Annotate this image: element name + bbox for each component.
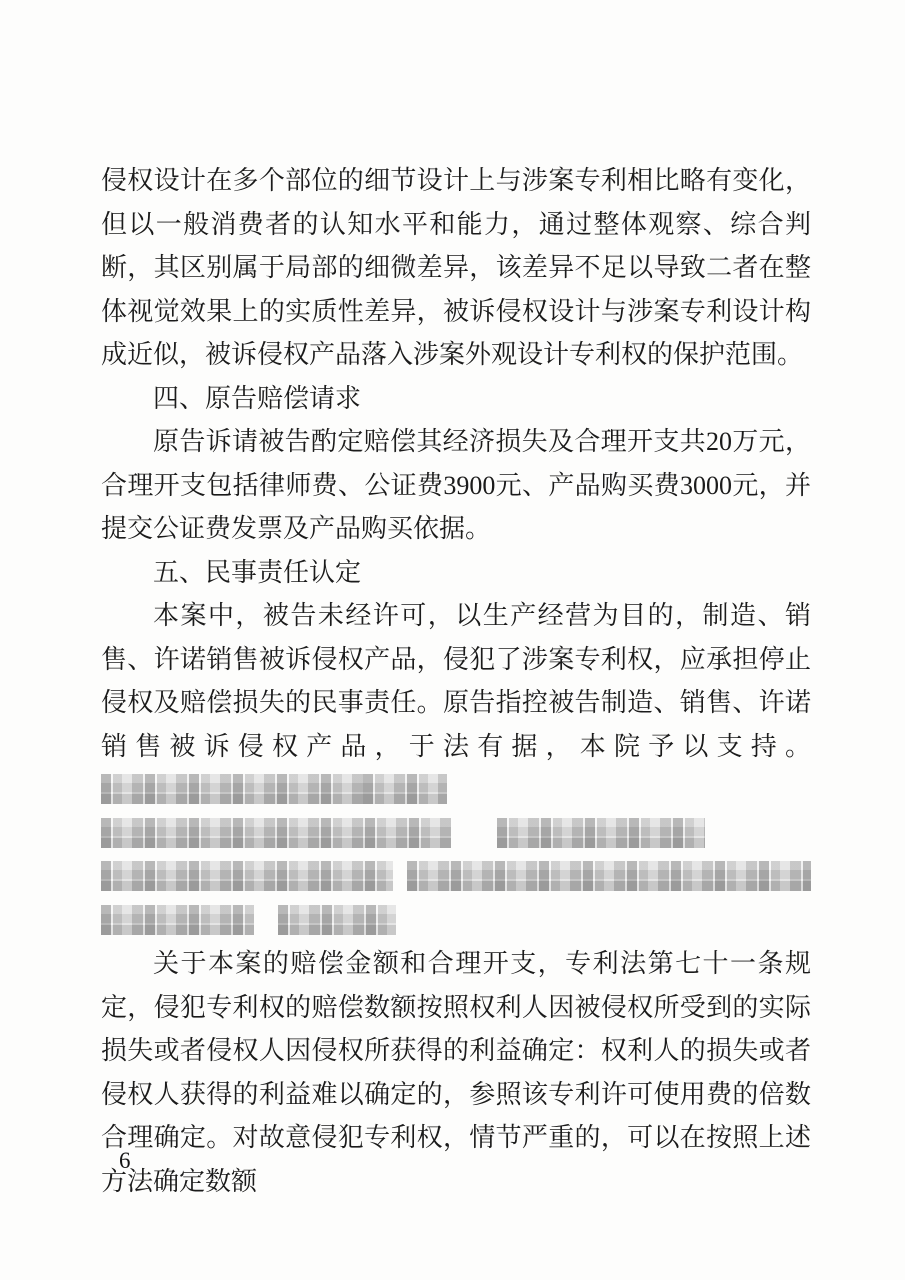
redaction-segment	[497, 818, 705, 848]
redaction-segment	[101, 818, 451, 848]
redaction-segment	[101, 861, 393, 891]
redaction-segment	[101, 905, 254, 935]
page-number: 6	[119, 1148, 131, 1173]
document-body	[101, 159, 811, 1203]
paragraph-civil-liability	[101, 594, 811, 942]
redaction-segment	[101, 774, 363, 804]
paragraph-compensation-legal-basis: 关于本案的赔偿金额和合理开支，专利法第七十一条规定，侵犯专利权的赔偿数额按照权利人因被侵权所受到的实际损失或者侵权人因侵权所获得的利益确定：权利人的损失或者侵权人获得的利益难以确定的，参照该专利许可使用费的倍数合理确定。对故意侵犯专利权，情节严重的，可以在按照上述方法确定数额	[101, 949, 811, 1196]
section-heading-four: 四、原告赔偿请求	[153, 383, 362, 413]
redaction-segment	[407, 861, 811, 891]
civil-liability-text: 本案中，被告未经许可，以生产经营为目的，制造、销售、许诺销售被诉侵权产品，侵犯了涉案专利权，应承担停止侵权及赔偿损失的民事责任。原告指控被告制造、销售、许诺销售被诉侵权产品，于法有据，本院予以支持。	[101, 601, 811, 761]
section-heading-five: 五、民事责任认定	[153, 557, 362, 587]
redacted-text-block	[101, 775, 811, 935]
paragraph-compensation-claim: 原告诉请被告酌定赔偿其经济损失及合理开支共20万元，合理开支包括律师费、公证费3900元、产品购买费3000元，并提交公证费发票及产品购买依据。	[101, 427, 811, 543]
redaction-segment	[278, 905, 396, 935]
redaction-segment	[363, 774, 447, 804]
paragraph-design-similarity: 侵权设计在多个部位的细节设计上与涉案专利相比略有变化，但以一般消费者的认知水平和能力，通过整体观察、综合判断，其区别属于局部的细微差异，该差异不足以导致二者在整体视觉效果上的实质性差异，被诉侵权设计与涉案专利设计构成近似，被诉侵权产品落入涉案外观设计专利权的保护范围。	[101, 166, 811, 369]
